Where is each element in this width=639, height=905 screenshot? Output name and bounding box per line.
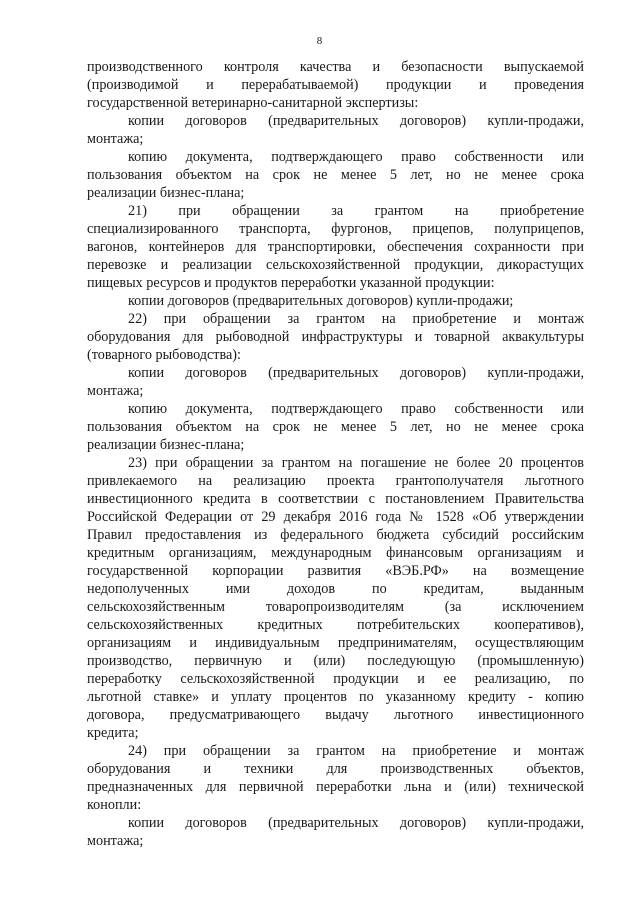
text-line: 23) при обращении за грантом на погашение не более 20 процентов	[128, 455, 584, 471]
text-line: реализации бизнес-плана;	[87, 437, 245, 453]
text-line: копии договоров (предварительных договоров) купли-продажи,	[128, 113, 584, 129]
text-line: оборудования для рыбоводной инфраструктуры и товарной аквакультуры	[87, 329, 584, 345]
text-line: специализированного транспорта, фургонов, прицепов, полуприцепов,	[87, 221, 584, 237]
text-line: производственного контроля качества и безопасности выпускаемой	[87, 59, 584, 75]
text-line: государственной ветеринарно-санитарной экспертизы:	[87, 95, 419, 111]
text-line: реализации бизнес-плана;	[87, 185, 245, 201]
text-line: копии договоров (предварительных договоров) купли-продажи,	[128, 365, 584, 381]
text-line: копию документа, подтверждающего право собственности или	[128, 401, 584, 417]
text-line: Правил предоставления из федерального бюджета субсидий российским	[87, 527, 584, 543]
text-line: вагонов, контейнеров для транспортировки, обеспечения сохранности при	[87, 239, 584, 255]
text-line: кредитным организациям, международным финансовым организациям и	[87, 545, 584, 561]
text-line: организациям и индивидуальным предпринимателям, осуществляющим	[87, 635, 584, 651]
text-line: переработку сельскохозяйственной продукции и ее реализацию, по	[87, 671, 584, 687]
text-line: копии договоров (предварительных договоров) купли-продажи;	[128, 293, 514, 309]
text-line: пищевых ресурсов и продуктов переработки указанной продукции:	[87, 275, 495, 291]
text-line: 24) при обращении за грантом на приобретение и монтаж	[128, 743, 584, 759]
text-line: сельскохозяйственных кредитных потребительских кооперативов),	[87, 617, 584, 633]
text-line: монтажа;	[87, 833, 144, 849]
text-line: инвестиционного кредита в соответствии с постановлением Правительства	[87, 491, 584, 507]
text-line: конопли:	[87, 797, 142, 813]
text-line: недополученных ими доходов по кредитам, выданным	[87, 581, 584, 597]
text-line: привлекаемого на реализацию проекта грантополучателя льготного	[87, 473, 584, 489]
text-line: (производимой и перерабатываемой) продукции и проведения	[87, 77, 584, 93]
text-line: оборудования и техники для производственных объектов,	[87, 761, 584, 777]
text-line: льготной ставке» и уплату процентов по указанному кредиту - копию	[87, 689, 584, 705]
text-line: перевозке и реализации сельскохозяйственной продукции, дикорастущих	[87, 257, 584, 273]
text-line: копию документа, подтверждающего право собственности или	[128, 149, 584, 165]
page-number: 8	[316, 35, 323, 47]
text-line: монтажа;	[87, 131, 144, 147]
text-line: кредита;	[87, 725, 139, 741]
text-line: пользования объектом на срок не менее 5 лет, но не менее срока	[87, 167, 584, 183]
text-line: (товарного рыбоводства):	[87, 347, 241, 363]
text-line: государственной корпорации развития «ВЭБ.РФ» на возмещение	[87, 563, 584, 579]
document-body	[87, 58, 584, 850]
text-line: 21) при обращении за грантом на приобретение	[128, 203, 584, 219]
text-line: 22) при обращении за грантом на приобретение и монтаж	[128, 311, 584, 327]
text-line: сельскохозяйственным товаропроизводителям (за исключением	[87, 599, 584, 615]
text-line: монтажа;	[87, 383, 144, 399]
text-line: договора, предусматривающего выдачу льготного инвестиционного	[87, 707, 584, 723]
text-line: пользования объектом на срок не менее 5 лет, но не менее срока	[87, 419, 584, 435]
text-line: копии договоров (предварительных договоров) купли-продажи,	[128, 815, 584, 831]
text-line: предназначенных для первичной переработки льна и (или) технической	[87, 779, 584, 795]
text-line: производство, первичную и (или) последующую (промышленную)	[87, 653, 584, 669]
text-line: Российской Федерации от 29 декабря 2016 года № 1528 «Об утверждении	[87, 509, 584, 525]
